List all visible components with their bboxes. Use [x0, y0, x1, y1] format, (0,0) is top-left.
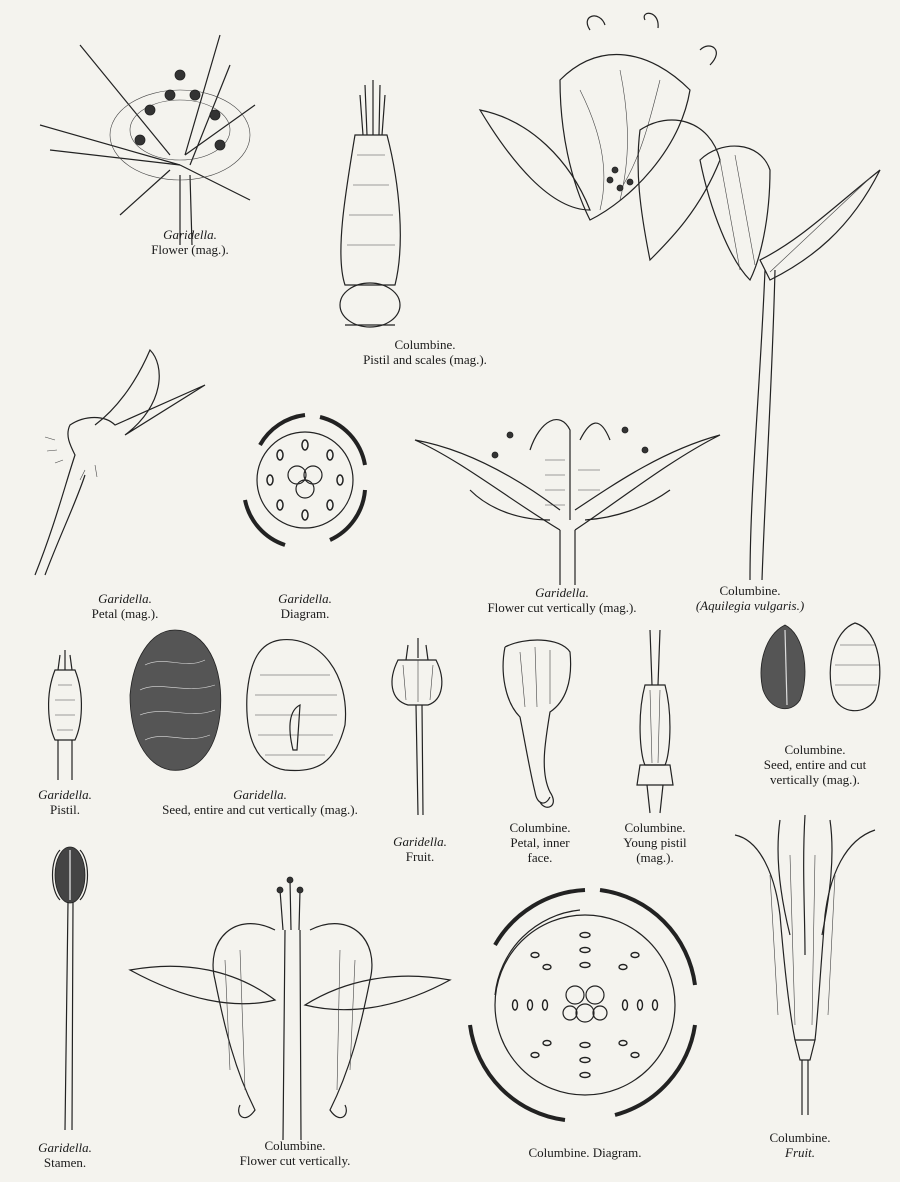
caption-line1: Columbine. [784, 742, 846, 757]
caption-desc: Pistil and scales (mag.). [363, 352, 487, 367]
columbine-petal-illustration [495, 632, 575, 817]
caption-line3: vertically (mag.). [770, 772, 860, 787]
caption-desc: Seed, entire and cut vertically (mag.). [162, 802, 358, 817]
caption-genus: Garidella. [535, 585, 589, 600]
caption-genus: Garidella. [38, 787, 92, 802]
garidella-fruit-illustration [378, 630, 458, 820]
columbine-seed-illustration [755, 615, 890, 725]
garidella-stamen-caption [20, 1140, 110, 1170]
caption-genus: Garidella. [233, 787, 287, 802]
caption-genus: Garidella. [98, 591, 152, 606]
columbine-young-pistil-illustration [625, 625, 685, 815]
garidella-flower-cut-illustration [410, 400, 730, 585]
garidella-flower-cut-caption [462, 585, 662, 615]
garidella-diagram-caption [250, 591, 360, 621]
caption-genus: Columbine. [719, 583, 781, 598]
garidella-petal-illustration [15, 345, 215, 585]
caption-text: Columbine. Diagram. [528, 1145, 642, 1160]
caption-line3: (mag.). [636, 850, 674, 865]
columbine-seed-caption [740, 742, 890, 787]
caption-desc: Pistil. [50, 802, 80, 817]
columbine-main-caption [660, 583, 840, 613]
caption-desc: Flower cut vertically (mag.). [487, 600, 637, 615]
caption-genus: Garidella. [163, 227, 217, 242]
garidella-seed-illustration [125, 625, 355, 775]
caption-desc: Fruit. [405, 849, 435, 864]
caption-line1: Columbine. [624, 820, 686, 835]
columbine-diagram-illustration [455, 875, 715, 1135]
caption-desc: (Aquilegia vulgaris.) [695, 598, 805, 613]
garidella-seed-caption [125, 787, 395, 817]
caption-genus: Columbine. [264, 1138, 326, 1153]
caption-genus: Columbine. [769, 1130, 831, 1145]
columbine-flower-cut-caption [215, 1138, 375, 1168]
caption-line2: Seed, entire and cut [763, 757, 867, 772]
garidella-fruit-caption [380, 834, 460, 864]
caption-genus: Garidella. [278, 591, 332, 606]
caption-desc: Petal (mag.). [91, 606, 159, 621]
caption-genus: Garidella. [38, 1140, 92, 1155]
garidella-pistil-illustration [40, 645, 90, 785]
columbine-young-pistil-caption [605, 820, 705, 865]
caption-desc: Stamen. [43, 1155, 87, 1170]
garidella-pistil-caption [25, 787, 105, 817]
caption-desc: Diagram. [280, 606, 330, 621]
caption-desc: Flower (mag.). [151, 242, 229, 257]
garidella-petal-caption [55, 591, 195, 621]
columbine-flower-cut-illustration [125, 870, 455, 1140]
columbine-diagram-caption [495, 1145, 675, 1160]
garidella-flower-illustration [20, 15, 270, 245]
caption-desc: Fruit. [785, 1145, 815, 1160]
caption-line2: Petal, inner [510, 835, 570, 850]
columbine-fruit-illustration [730, 815, 880, 1120]
caption-desc: Flower cut vertically. [239, 1153, 351, 1168]
caption-line1: Columbine. [509, 820, 571, 835]
caption-line2: Young pistil [623, 835, 687, 850]
caption-line3: face. [527, 850, 553, 865]
garidella-stamen-illustration [40, 840, 100, 1140]
garidella-diagram-illustration [235, 405, 375, 555]
columbine-petal-caption [490, 820, 590, 865]
columbine-pistil-scales-illustration [325, 75, 415, 335]
garidella-flower-caption [120, 227, 260, 257]
columbine-fruit-caption [745, 1130, 855, 1160]
caption-genus: Columbine. [394, 337, 456, 352]
caption-genus: Garidella. [393, 834, 447, 849]
